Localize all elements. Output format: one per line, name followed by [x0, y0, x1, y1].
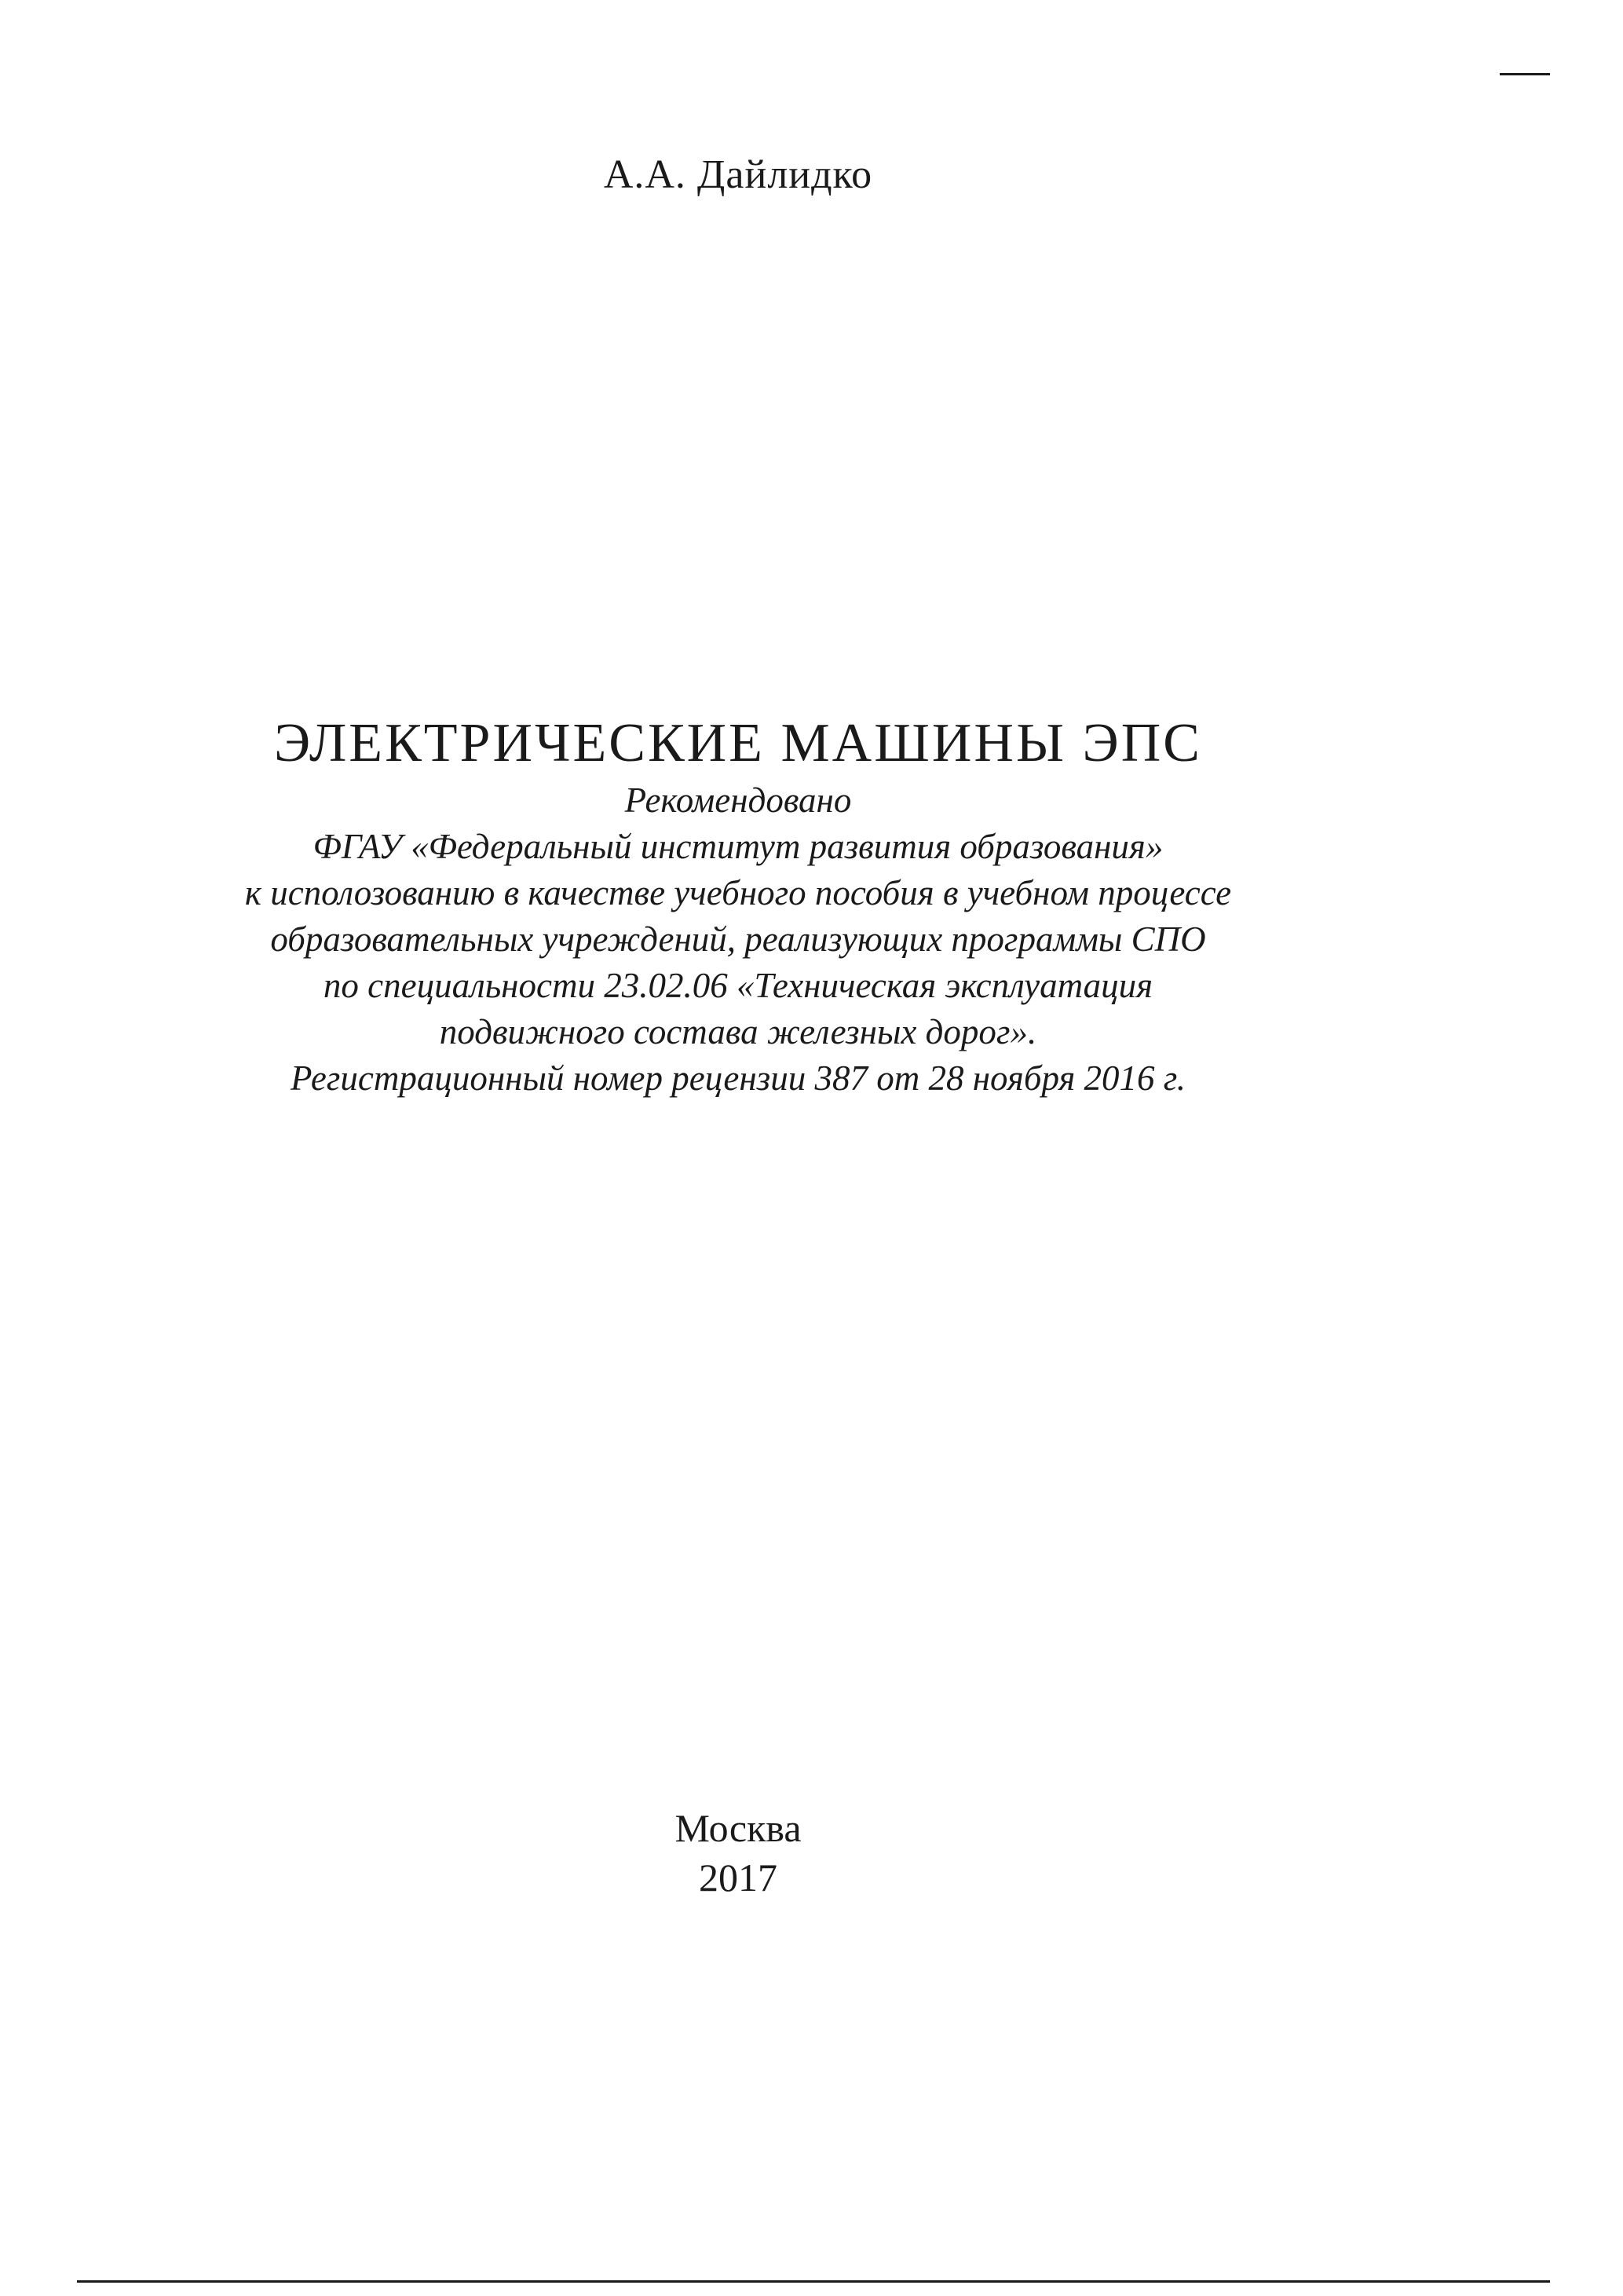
recommendation-line: Регистрационный номер рецензии 387 от 28 ноября 2016 г.	[290, 1058, 1186, 1098]
top-right-rule	[1500, 73, 1550, 75]
recommendation-line: по специальности 23.02.06 «Техническая эксплуатация	[323, 966, 1153, 1005]
recommendation-line: ФГАУ «Федеральный институт развития образования»	[313, 827, 1164, 866]
recommendation-line: Рекомендовано	[624, 781, 852, 820]
recommendation-line: к исполозованию в качестве учебного пособия в учебном процессе	[244, 873, 1232, 912]
publication-city: Москва	[674, 1806, 802, 1850]
bottom-rule	[77, 2280, 1550, 2283]
publication-year: 2017	[699, 1855, 777, 1899]
book-title: ЭЛЕКТРИЧЕСКИЕ МАШИНЫ ЭПС	[274, 712, 1202, 773]
recommendation-line: подвижного состава железных дорог».	[439, 1012, 1037, 1051]
author-name: А.А. Дайлидко	[603, 152, 873, 197]
imprint	[0, 1804, 1476, 1903]
recommendation-block	[0, 777, 1476, 1102]
recommendation-line: образовательных учреждений, реализующих программы СПО	[270, 919, 1206, 959]
